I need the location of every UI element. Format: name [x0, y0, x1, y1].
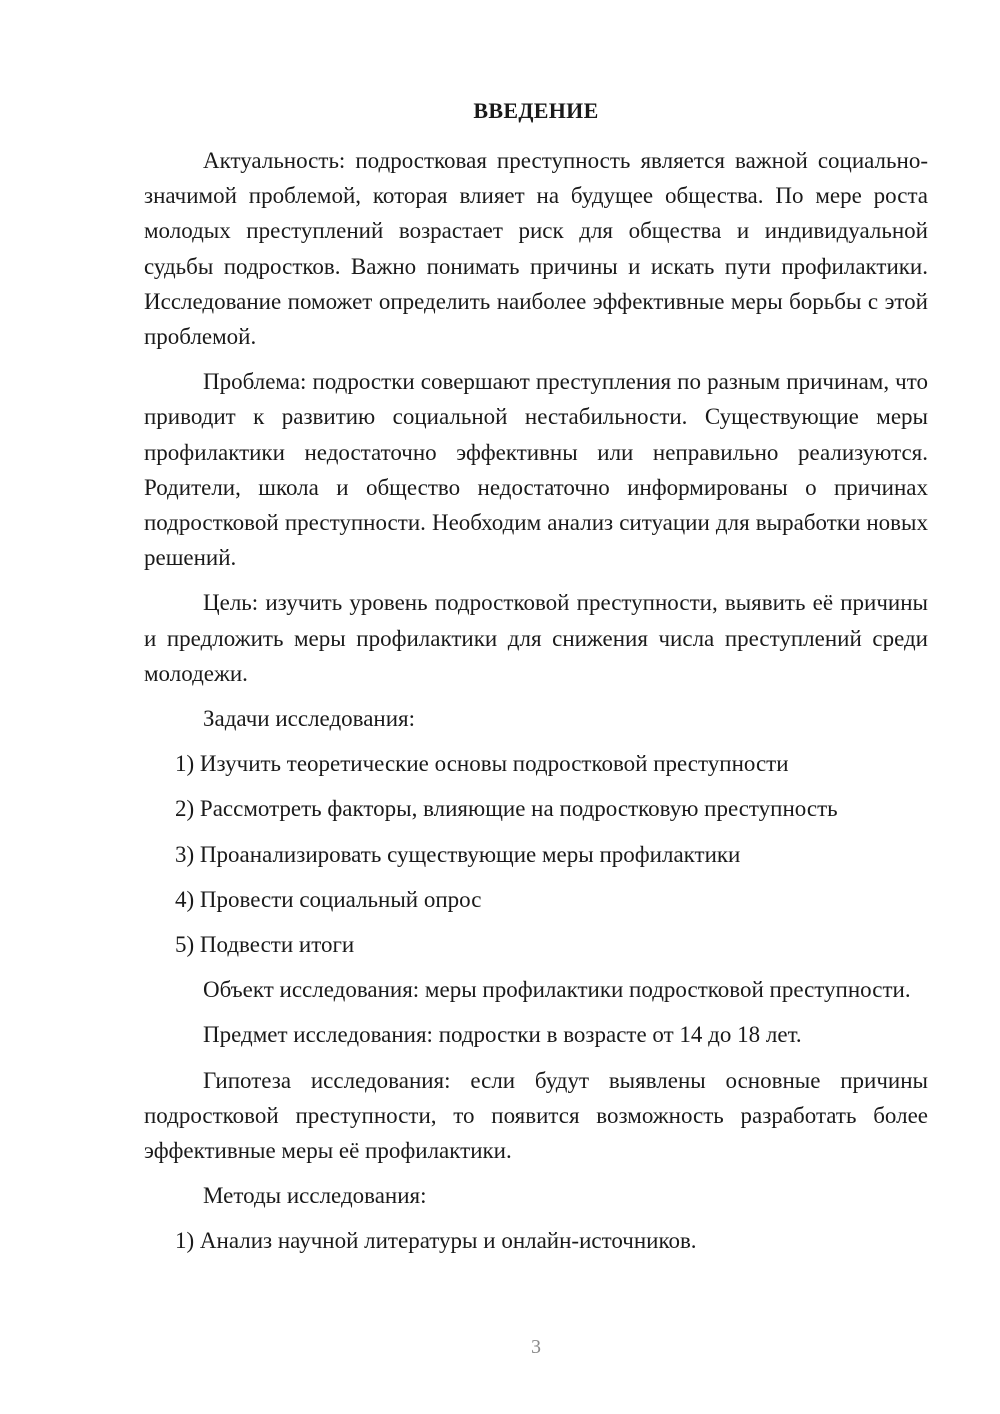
page-title: ВВЕДЕНИЕ — [473, 98, 599, 123]
paragraph-hypothesis: Гипотеза исследования: если будут выявлены основные причины подростковой преступности, то появится возможность разработать более эффективные меры её профилактики. — [144, 1067, 928, 1164]
paragraph-object: Объект исследования: меры профилактики подростковой преступности. — [203, 977, 911, 1003]
methods-heading: Методы исследования: — [203, 1183, 427, 1209]
tasks-list — [144, 746, 928, 962]
tasks-heading: Задачи исследования: — [203, 706, 416, 732]
paragraph-subject: Предмет исследования: подростки в возрасте от 14 до 18 лет. — [203, 1022, 802, 1048]
list-item-task-3: 3) Проанализировать существующие меры профилактики — [175, 841, 741, 867]
document-body — [144, 143, 928, 1259]
paragraph-goal: Цель: изучить уровень подростковой преступности, выявить её причины и предложить меры профилактики для снижения числа преступлений среди молодежи. — [144, 590, 928, 686]
methods-list — [144, 1223, 928, 1258]
list-item-method-1: 1) Анализ научной литературы и онлайн-источников. — [175, 1228, 697, 1254]
page-number: 3 — [531, 1336, 541, 1358]
list-item-task-1: 1) Изучить теоретические основы подростковой преступности — [175, 751, 789, 777]
list-item-task-4: 4) Провести социальный опрос — [175, 886, 482, 912]
list-item-task-5: 5) Подвести итоги — [175, 932, 355, 958]
list-item-task-2: 2) Рассмотреть факторы, влияющие на подростковую преступность — [175, 796, 838, 822]
paragraph-relevance: Актуальность: подростковая преступность является важной социально-значимой проблемой, которая влияет на будущее общества. По мере роста молодых преступлений возрастает риск для общества и индивидуальной судьбы подростков. Важно понимать причины и искать пути профилактики. Исследование поможет определить наиболее эффективные меры борьбы с этой проблемой. — [144, 148, 928, 350]
paragraph-problem: Проблема: подростки совершают преступления по разным причинам, что приводит к развитию социальной нестабильности. Существующие меры профилактики недостаточно эффективны или неправильно реализуются. Родители, школа и общество недостаточно информированы о причинах подростковой преступности. Необходим анализ ситуации для выработки новых решений. — [144, 369, 928, 571]
